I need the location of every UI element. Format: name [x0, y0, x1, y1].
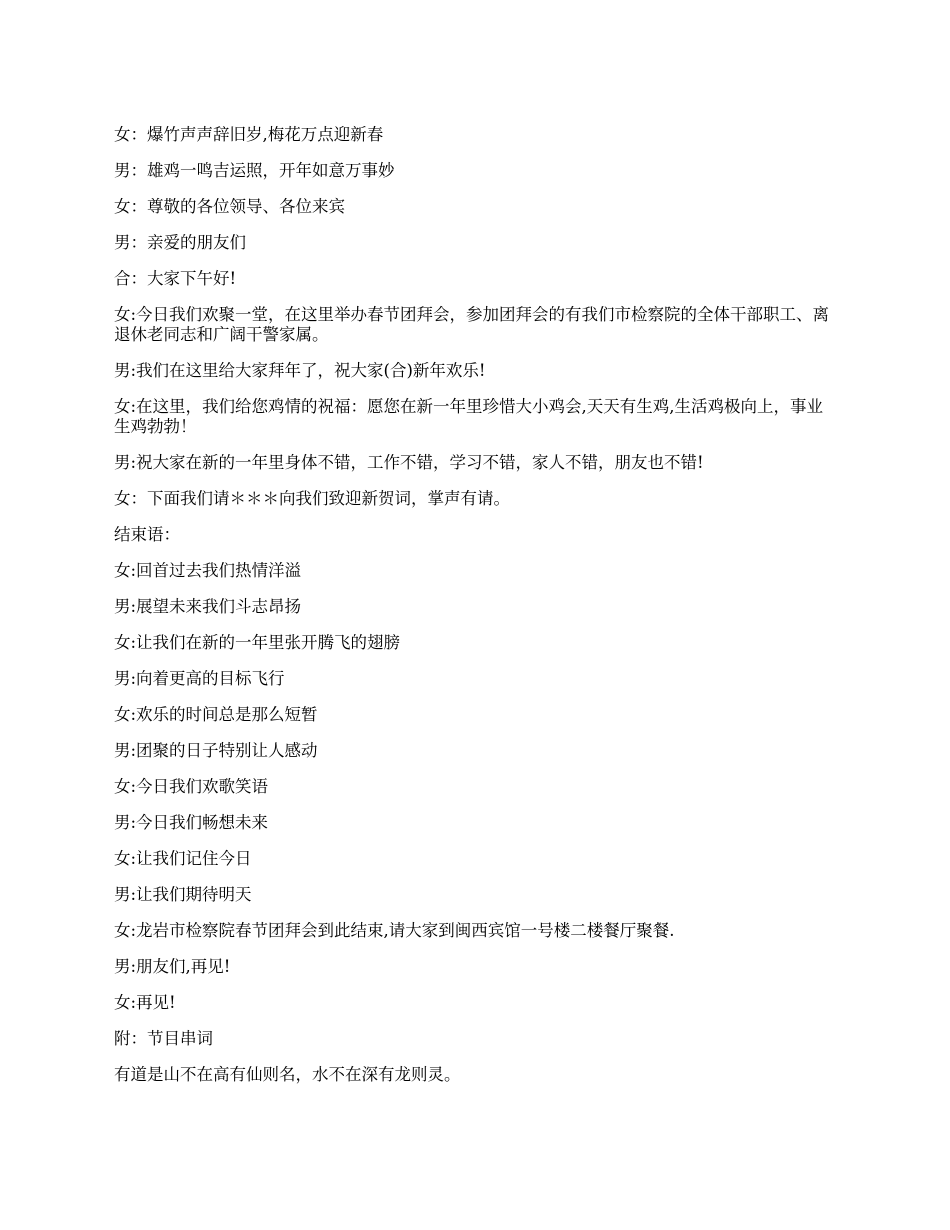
script-line: 女:再见!: [114, 993, 176, 1012]
script-line: 有道是山不在高有仙则名，水不在深有龙则灵。: [114, 1065, 461, 1084]
script-line: 女:让我们在新的一年里张开腾飞的翅膀: [114, 633, 401, 652]
script-line: 女:今日我们欢聚一堂，在这里举办春节团拜会，参加团拜会的有我们市检察院的全体干部职工、离退休老同志和广阔干警家属。: [114, 305, 830, 344]
script-line: 女：尊敬的各位领导、各位来宾: [114, 197, 345, 216]
script-line: 女：下面我们请＊＊＊向我们致迎新贺词，掌声有请。: [114, 489, 510, 508]
script-line: 女:欢乐的时间总是那么短暂: [114, 705, 318, 724]
script-line: 女：爆竹声声辞旧岁,梅花万点迎新春: [114, 125, 384, 144]
script-line: 男:向着更高的目标飞行: [114, 669, 285, 688]
section-heading: 结束语：: [114, 525, 180, 544]
script-line: 男:祝大家在新的一年里身体不错，工作不错，学习不错，家人不错，朋友也不错!: [114, 453, 704, 472]
document-body: [114, 125, 834, 1101]
script-line: 女:在这里，我们给您鸡情的祝福：愿您在新一年里珍惜大小鸡会,天天有生鸡,生活鸡极向上，事业生鸡勃勃！: [114, 397, 824, 436]
script-line: 女:回首过去我们热情洋溢: [114, 561, 302, 580]
script-line: 合：大家下午好!: [114, 269, 237, 288]
script-line: 男:让我们期待明天: [114, 885, 252, 904]
section-heading: 附：节目串词: [114, 1029, 213, 1048]
script-line: 男：雄鸡一鸣吉运照，开年如意万事妙: [114, 161, 395, 180]
script-line: 男:展望未来我们斗志昂扬: [114, 597, 302, 616]
script-line: 男:今日我们畅想未来: [114, 813, 269, 832]
script-line: 男:团聚的日子特别让人感动: [114, 741, 318, 760]
script-line: 男：亲爱的朋友们: [114, 233, 246, 252]
script-line: 男:我们在这里给大家拜年了，祝大家(合)新年欢乐!: [114, 361, 486, 380]
script-line: 女:让我们记住今日: [114, 849, 252, 868]
script-line: 女:今日我们欢歌笑语: [114, 777, 269, 796]
script-line: 男:朋友们,再见!: [114, 957, 231, 976]
script-line: 女:龙岩市检察院春节团拜会到此结束,请大家到闽西宾馆一号楼二楼餐厅聚餐.: [114, 921, 675, 940]
